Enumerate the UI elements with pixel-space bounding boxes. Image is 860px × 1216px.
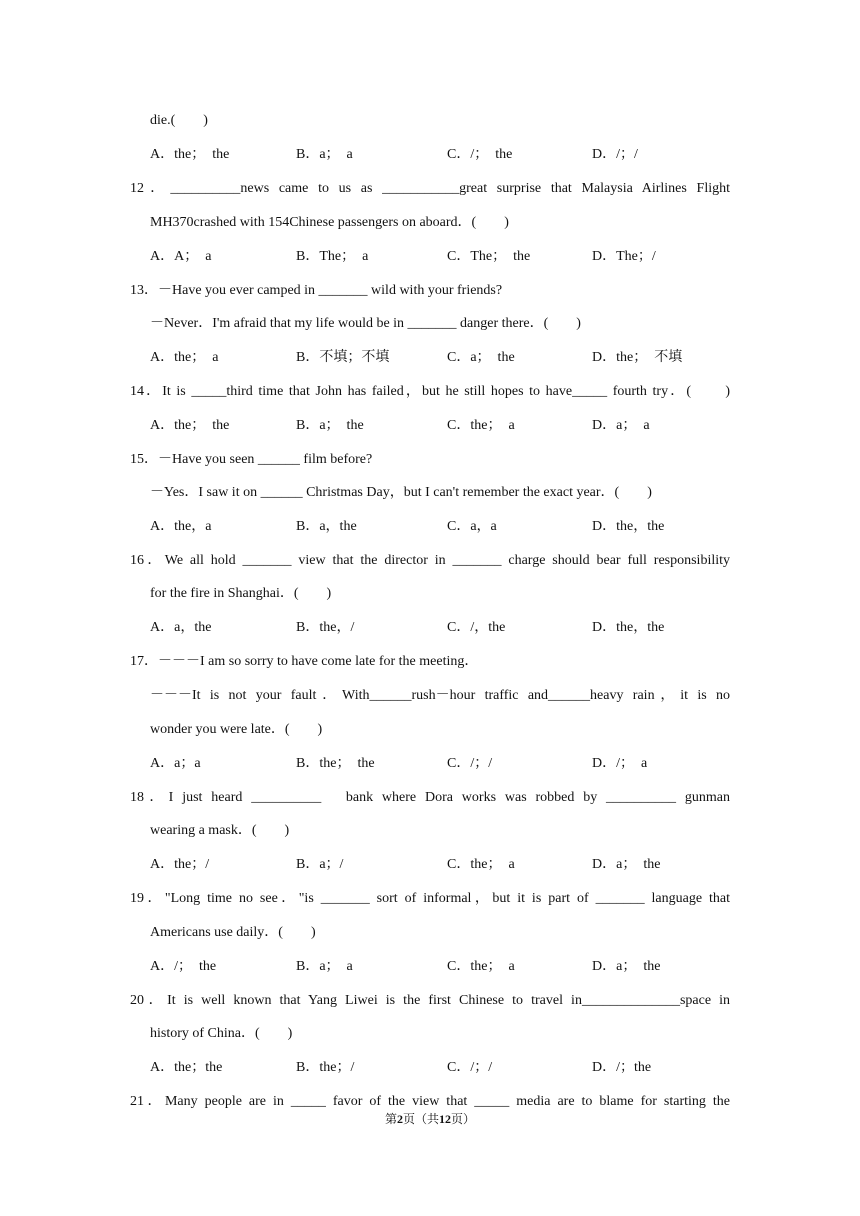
question-12-continuation: MH370crashed with 154Chinese passengers on aboard．( ) [150,215,509,230]
footer-prefix: 第 [384,1112,397,1126]
question-17-options [150,755,730,773]
option-b: B．the，/ [296,620,355,635]
question-15-stem: 15．－Have you seen ______ film before? [130,452,373,467]
question-16-stem: 16．We all hold _______ view that the director in _______ charge should bear full responsibility [130,553,730,568]
option-a: A．the； a [150,350,219,365]
option-a: A．a，the [150,620,212,635]
question-12-stem: 12．__________news came to us as ___________great surprise that Malaysia Airlines Flight [130,181,730,196]
option-b: B．a； a [296,959,353,974]
option-d: D．/；the [592,1060,652,1075]
option-b: B．a，the [296,519,357,534]
option-d: D．a； the [592,857,661,872]
question-11-options [150,146,730,164]
option-b: B．不填；不填 [296,350,390,365]
option-c: C．/，the [447,620,506,635]
question-14-options [150,417,730,435]
question-13-stem: 13．－Have you ever camped in _______ wild with your friends? [130,283,503,298]
option-c: C．/； the [447,147,513,162]
question-17-continuation: －－－It is not your fault．With______rush－hour traffic and______heavy rain，it is no [150,688,730,703]
option-c: C．the； a [447,959,515,974]
question-19-stem: 19．"Long time no see．"is _______ sort of informal，but it is part of _______ language that [130,891,730,906]
option-d: D．/；/ [592,147,638,162]
question-15-continuation: －Yes．I saw it on ______ Christmas Day，but I can't remember the exact year．( ) [150,485,652,500]
question-17-stem: 17．－－－I am so sorry to have come late for the meeting． [130,654,479,669]
question-12-options [150,248,730,266]
option-a: A．a；a [150,756,201,771]
option-a: A．A； a [150,249,212,264]
option-d: D．a； a [592,418,650,433]
question-18-continuation: wearing a mask．( ) [150,823,290,838]
option-d: D．the，the [592,519,665,534]
question-21-stem: 21．Many people are in _____ favor of the view that _____ media are to blame for starting the [130,1094,730,1109]
question-20-stem: 20．It is well known that Yang Liwei is the first Chinese to travel in______________space in [130,993,730,1008]
option-c: C．The； the [447,249,531,264]
page-footer [0,1111,860,1127]
footer-middle: 页（共 [402,1112,439,1126]
option-d: D．a； the [592,959,661,974]
option-d: D．/； a [592,756,648,771]
question-20-continuation: history of China．( ) [150,1026,293,1041]
question-19-options [150,958,730,976]
option-a: A．the；/ [150,857,210,872]
question-11-continuation: die.( ) [150,113,208,128]
option-b: B．a； a [296,147,353,162]
question-20-options [150,1059,730,1077]
question-15-options [150,518,730,536]
option-b: B．the； the [296,756,375,771]
option-a: A．the； the [150,147,230,162]
option-b: B．a； the [296,418,364,433]
total-page-count: 12 [439,1112,451,1126]
option-d: D．The；/ [592,249,656,264]
question-16-options [150,619,730,637]
option-c: C．a，a [447,519,497,534]
question-14-stem: 14．It is _____third time that John has failed，but he still hopes to have_____ fourth try．( ) [130,384,730,399]
option-b: B．a；/ [296,857,344,872]
question-18-stem: 18．I just heard __________ bank where Dora works was robbed by __________ gunman [130,790,730,805]
option-a: A．the；the [150,1060,223,1075]
footer-suffix: 页） [451,1112,476,1126]
option-c: C．/；/ [447,1060,493,1075]
current-page-number: 2 [396,1112,403,1126]
option-c: C．/；/ [447,756,493,771]
option-a: A．/； the [150,959,217,974]
option-a: A．the，a [150,519,212,534]
question-13-continuation: －Never．I'm afraid that my life would be in _______ danger there．( ) [150,316,581,331]
option-b: B．The； a [296,249,369,264]
option-c: C．the； a [447,418,515,433]
question-16-continuation: for the fire in Shanghai．( ) [150,586,332,601]
question-19-continuation: Americans use daily．( ) [150,925,316,940]
option-b: B．the；/ [296,1060,355,1075]
question-18-options [150,856,730,874]
option-d: D．the，the [592,620,665,635]
question-17-continuation-2: wonder you were late．( ) [150,722,323,737]
option-c: C．a； the [447,350,515,365]
question-13-options [150,349,730,367]
option-c: C．the； a [447,857,515,872]
option-d: D．the； 不填 [592,350,683,365]
option-a: A．the； the [150,418,230,433]
